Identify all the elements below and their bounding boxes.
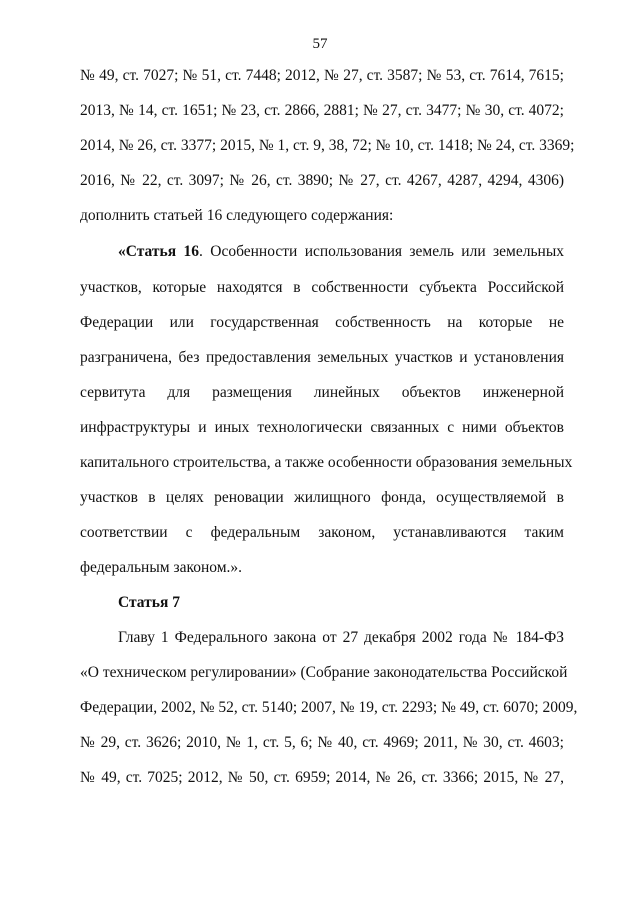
text-line: капитального строительства, а также особенности образования земельных — [80, 454, 573, 471]
text-line: Главу 1 Федерального закона от 27 декабря 2002 года № 184-ФЗ — [118, 629, 564, 646]
text-line: дополнить статьей 16 следующего содержания: — [80, 207, 394, 224]
text-line: участков, которые находятся в собственности субъекта Российской — [80, 279, 564, 296]
text-line: № 49, ст. 7025; 2012, № 50, ст. 6959; 2014, № 26, ст. 3366; 2015, № 27, — [80, 769, 564, 786]
text-line: инфраструктуры и иных технологически связанных с ними объектов — [80, 419, 564, 436]
article-16-first-rest: . Особенности использования земель или земельных — [198, 243, 564, 260]
text-line: 2014, № 26, ст. 3377; 2015, № 1, ст. 9, 38, 72; № 10, ст. 1418; № 24, ст. 3369; — [80, 137, 575, 154]
text-line: участков в целях реновации жилищного фонда, осуществляемой в — [80, 489, 564, 506]
text-line: Федерации, 2002, № 52, ст. 5140; 2007, № 19, ст. 2293; № 49, ст. 6070; 2009, — [80, 699, 578, 716]
page-number: 57 — [312, 36, 328, 52]
text-line: «О техническом регулировании» (Собрание законодательства Российской — [80, 664, 568, 681]
article-16-first-line — [118, 242, 564, 262]
text-line: № 29, ст. 3626; 2010, № 1, ст. 5, 6; № 40, ст. 4969; 2011, № 30, ст. 4603; — [80, 734, 564, 751]
text-line: Федерации или государственная собственность на которые не — [80, 314, 564, 331]
text-line: соответствии с федеральным законом, устанавливаются таким — [80, 524, 564, 541]
text-line: № 49, ст. 7027; № 51, ст. 7448; 2012, № 27, ст. 3587; № 53, ст. 7614, 7615; — [80, 67, 564, 84]
article-7-heading: Статья 7 — [118, 594, 180, 611]
text-line: 2013, № 14, ст. 1651; № 23, ст. 2866, 2881; № 27, ст. 3477; № 30, ст. 4072; — [80, 102, 564, 119]
text-line: федеральным законом.». — [80, 559, 243, 576]
article-16-lead: «Статья 16 — [118, 243, 199, 260]
text-line: сервитута для размещения линейных объектов инженерной — [80, 384, 564, 401]
text-line: 2016, № 22, ст. 3097; № 26, ст. 3890; № 27, ст. 4267, 4287, 4294, 4306) — [80, 172, 564, 189]
text-line: разграничена, без предоставления земельных участков и установления — [80, 349, 564, 366]
